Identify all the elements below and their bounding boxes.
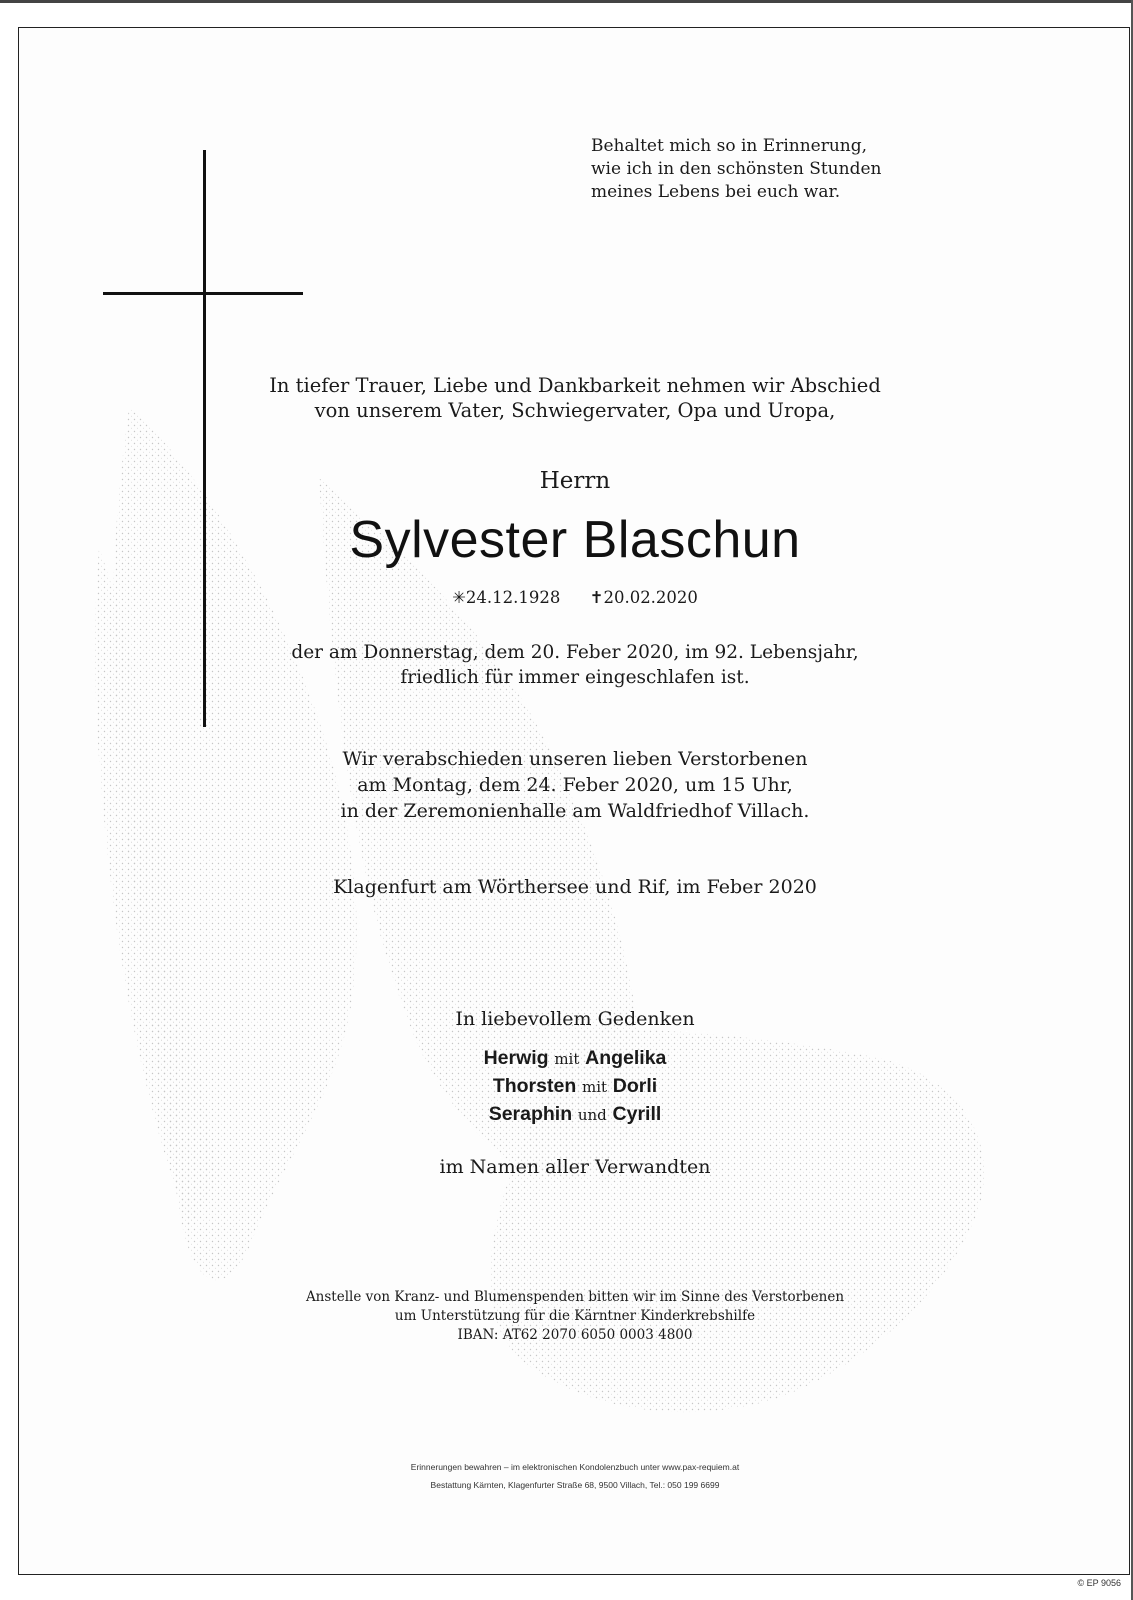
family-row [19,1045,1130,1073]
footer-condolence-line: Erinnerungen bewahren – im elektronischen Kondolenzbuch unter www.pax-requiem.at [410,1462,740,1472]
footer [19,1458,1130,1494]
family-member: Cyrill [612,1103,662,1125]
memory-heading: In liebevollem Gedenken [455,1008,695,1030]
deceased-name: Sylvester Blaschun [349,511,801,569]
birth-date: ✳24.12.1928 [452,588,561,607]
intro-line: von unserem Vater, Schwiegervater, Opa und Uropa, [314,399,836,422]
obituary-frame [18,27,1130,1575]
poem-line: wie ich in den schönsten Stunden [591,159,882,179]
scan-top-edge [0,0,1133,3]
intro-line: In tiefer Trauer, Liebe und Dankbarkeit nehmen wir Abschied [269,374,881,397]
family-member: Seraphin [488,1103,573,1125]
family-conjunction: mit [581,1078,608,1096]
funeral-details [19,746,1130,824]
death-notice-line: der am Donnerstag, dem 20. Feber 2020, im 92. Lebensjahr, [291,642,859,663]
family-row [19,1101,1130,1129]
family-member: Thorsten [492,1075,577,1097]
funeral-line: am Montag, dem 24. Feber 2020, um 15 Uhr, [357,774,793,796]
death-notice [19,640,1130,690]
charity-line: Anstelle von Kranz- und Blumenspenden bitten wir im Sinne des Verstorbenen [305,1289,845,1305]
charity-line: um Unterstützung für die Kärntner Kinderkrebshilfe [394,1308,756,1324]
family-conjunction: und [577,1106,607,1124]
intro-text [19,373,1130,423]
footer-address-line: Bestattung Kärnten, Klagenfurter Straße 68, 9500 Villach, Tel.: 050 199 6699 [430,1480,720,1490]
death-date: ✝20.02.2020 [589,588,698,607]
death-notice-line: friedlich für immer eingeschlafen ist. [400,667,750,688]
life-dates [19,588,1130,607]
charity-iban: IBAN: AT62 2070 6050 0003 4800 [457,1327,693,1343]
memorial-poem [591,135,881,204]
funeral-line: Wir verabschieden unseren lieben Verstorbenen [342,748,808,770]
cross-horizontal-bar [103,292,303,295]
print-code: © EP 9056 [1077,1578,1121,1588]
salutation: Herrn [539,468,611,494]
on-behalf-text: im Namen aller Verwandten [439,1156,711,1178]
family-row [19,1073,1130,1101]
family-member: Herwig [483,1047,549,1069]
family-conjunction: mit [554,1050,580,1068]
family-list [19,1045,1130,1129]
place-and-date: Klagenfurt am Wörthersee und Rif, im Feber 2020 [333,876,817,898]
poem-line: Behaltet mich so in Erinnerung, [591,136,868,156]
family-member: Dorli [612,1075,658,1097]
family-member: Angelika [585,1047,667,1069]
poem-line: meines Lebens bei euch war. [591,182,841,202]
charity-notice [19,1288,1130,1345]
funeral-line: in der Zeremonienhalle am Waldfriedhof Villach. [340,800,810,822]
